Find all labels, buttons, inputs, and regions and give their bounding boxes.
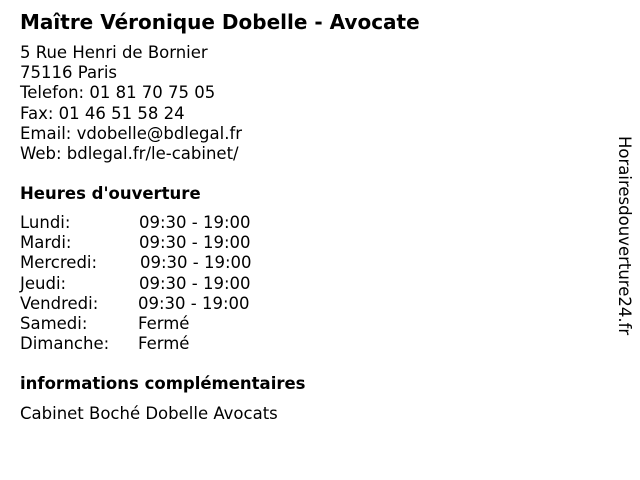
website-address: Web: bdlegal.fr/le-cabinet/ <box>20 144 239 164</box>
phone-number: Telefon: 01 81 70 75 05 <box>20 83 216 103</box>
hours-value: Fermé <box>138 334 190 354</box>
day-label: Samedi: <box>20 313 88 333</box>
day-label: Mardi: <box>20 233 72 253</box>
fax-number: Fax: 01 46 51 58 24 <box>20 103 185 123</box>
additional-info-text: Cabinet Boché Dobelle Avocats <box>20 404 278 423</box>
hours-value: 09:30 - 19:00 <box>139 233 251 253</box>
hours-value: 09:30 - 19:00 <box>140 253 252 273</box>
city-postcode: 75116 Paris <box>20 63 118 83</box>
additional-info-heading: informations complémentaires <box>20 374 306 393</box>
day-label: Dimanche: <box>20 334 110 354</box>
hours-value: Fermé <box>138 313 190 333</box>
hours-value: 09:30 - 19:00 <box>138 293 250 313</box>
day-label: Lundi: <box>20 213 71 232</box>
day-label: Vendredi: <box>20 293 99 313</box>
email-address: Email: vdobelle@bdlegal.fr <box>20 123 243 143</box>
address-block <box>20 43 242 164</box>
opening-hours-heading: Heures d'ouverture <box>20 184 201 203</box>
page-title: Maître Véronique Dobelle - Avocate <box>20 10 420 34</box>
street-address: 5 Rue Henri de Bornier <box>20 43 208 62</box>
hours-value: 09:30 - 19:00 <box>139 273 251 293</box>
day-label: Jeudi: <box>20 273 67 293</box>
hours-value: 09:30 - 19:00 <box>139 213 251 232</box>
site-watermark <box>613 136 635 344</box>
site-watermark-text: Horairesdouverture24.fr <box>615 136 634 336</box>
day-label: Mercredi: <box>20 253 98 273</box>
